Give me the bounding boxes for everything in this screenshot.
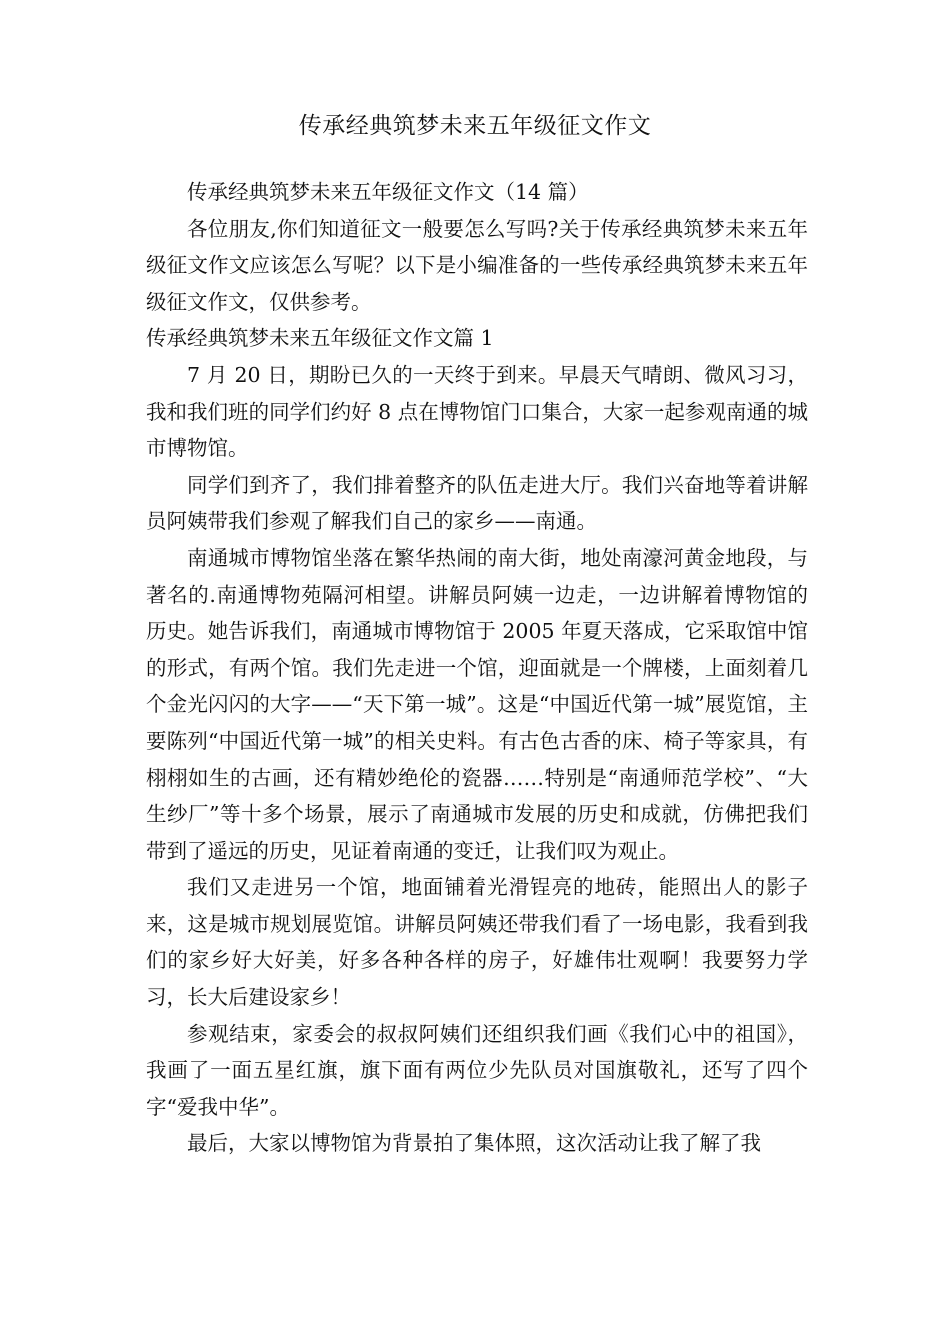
paragraph: 同学们到齐了，我们排着整齐的队伍走进大厅。我们兴奋地等着讲解员阿姨带我们参观了解我们自己的家乡——南通。 (146, 472, 808, 534)
paragraph: 各位朋友,你们知道征文一般要怎么写吗?关于传承经典筑梦未来五年级征文作文应该怎么写呢？以下是小编准备的一些传承经典筑梦未来五年级征文作文，仅供参考。 (146, 216, 808, 314)
paragraph: 南通城市博物馆坐落在繁华热闹的南大街，地处南濠河黄金地段，与著名的.南通博物苑隔河相望。讲解员阿姨一边走，一边讲解着博物馆的历史。她告诉我们，南通城市博物馆于 2005 年夏天落成，它采取馆中馆的形式，有两个馆。我们先走进一个馆，迎面就是一个牌楼，上面刻着几个金光闪闪的大字——“天下第一城”。这是“中国近代第一城”展览馆，主要陈列“中国近代第一城”的相关史料。有古色古香的床、椅子等家具，有栩栩如生的古画，还有精妙绝伦的瓷器……特别是“南通师范学校”、“大生纱厂”等十多个场景，展示了南通城市发展的历史和成就，仿佛把我们带到了遥远的历史，见证着南通的变迁，让我们叹为观止。 (146, 545, 808, 863)
paragraph: 传承经典筑梦未来五年级征文作文篇 1 (146, 326, 494, 351)
paragraph: 最后，大家以博物馆为背景拍了集体照，这次活动让我了解了我 (187, 1131, 761, 1156)
paragraph: 我们又走进另一个馆，地面铺着光滑锃亮的地砖，能照出人的影子来，这是城市规划展览馆。讲解员阿姨还带我们看了一场电影，我看到我们的家乡好大好美，好多各种各样的房子，好雄伟壮观啊！我要努力学习，长大后建设家乡！ (146, 875, 808, 1010)
paragraph: 参观结束，家委会的叔叔阿姨们还组织我们画《我们心中的祖国》，我画了一面五星红旗，旗下面有两位少先队员对国旗敬礼，还写了四个字“爱我中华”。 (146, 1021, 808, 1119)
paragraph: 传承经典筑梦未来五年级征文作文（14 篇） (187, 180, 589, 204)
paragraph: 7 月 20 日，期盼已久的一天终于到来。早晨天气晴朗、微风习习，我和我们班的同学们约好 8 点在博物馆门口集合，大家一起参观南通的城市博物馆。 (146, 362, 808, 461)
document-title: 传承经典筑梦未来五年级征文作文 (298, 113, 652, 139)
document-body (146, 174, 808, 1162)
